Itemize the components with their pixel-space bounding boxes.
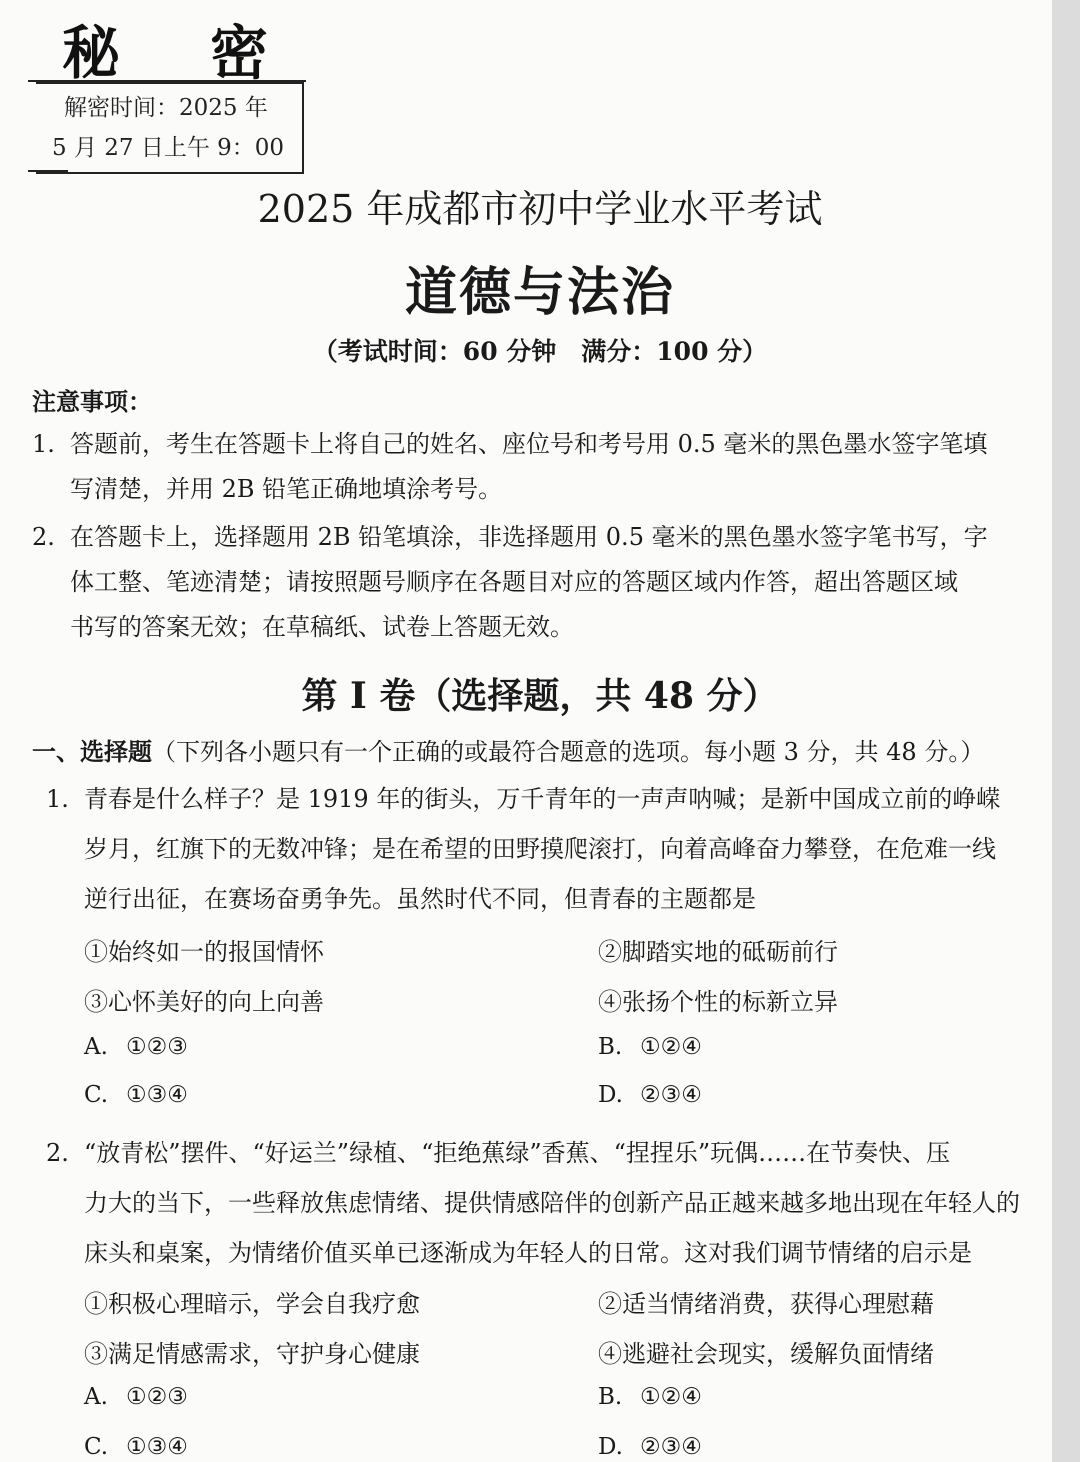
declass-line-2: 5 月 27 日上午 9：00 — [52, 135, 285, 161]
choice-letter: A. — [84, 1034, 108, 1060]
note-line: 体工整、笔迹清楚；请按照题号顺序在各题目对应的答题区域内作答，超出答题区域 — [70, 568, 958, 596]
choice-value: ①②③ — [126, 1384, 188, 1410]
note-line: 答题前，考生在答题卡上将自己的姓名、座位号和考号用 0.5 毫米的黑色墨水签字笔填 — [70, 430, 988, 458]
section-title: 第 I 卷（选择题，共 48 分） — [301, 675, 779, 717]
part-heading — [32, 732, 984, 767]
secret-char-2: 密 — [210, 19, 269, 87]
choice-value: ②③④ — [640, 1434, 702, 1460]
note-line: 写清楚，并用 2B 铅笔正确地填涂考号。 — [70, 475, 503, 503]
exam-title: 2025 年成都市初中学业水平考试 — [257, 187, 823, 231]
choice-letter: B. — [598, 1384, 623, 1410]
answer-choice-b — [598, 1384, 702, 1410]
statement-option: ④逃避社会现实，缓解负面情绪 — [598, 1340, 934, 1368]
question-line: 力大的当下，一些释放焦虑情绪、提供情感陪伴的创新产品正越来越多地出现在年轻人的 — [84, 1189, 1020, 1217]
note-number: 1. — [32, 430, 55, 458]
answer-choice-c — [84, 1082, 188, 1108]
note-line: 在答题卡上，选择题用 2B 铅笔填涂，非选择题用 0.5 毫米的黑色墨水签字笔书写，字 — [70, 523, 988, 551]
declassification-box — [36, 82, 304, 174]
notes-heading: 注意事项： — [32, 387, 152, 416]
statement-option: ②脚踏实地的砥砺前行 — [598, 938, 838, 966]
question-line: 岁月，红旗下的无数冲锋；是在希望的田野摸爬滚打，向着高峰奋力攀登，在危难一线 — [84, 835, 996, 863]
question-line: 青春是什么样子？是 1919 年的街头，万千青年的一声声呐喊；是新中国成立前的峥嵘 — [84, 785, 1001, 813]
statement-option: ②适当情绪消费，获得心理慰藉 — [598, 1290, 934, 1318]
classification-mark — [62, 6, 269, 90]
answer-choice-a — [84, 1384, 188, 1410]
choice-letter: B. — [598, 1034, 623, 1060]
part-description: （下列各小题只有一个正确的或最符合题意的选项。每小题 3 分，共 48 分。） — [152, 738, 985, 766]
choice-letter: C. — [84, 1434, 109, 1460]
question-line: 床头和桌案，为情绪价值买单已逐渐成为年轻人的日常。这对我们调节情绪的启示是 — [84, 1239, 972, 1267]
exam-info: （考试时间：60 分钟 满分：100 分） — [312, 337, 768, 366]
statement-option: ③心怀美好的向上向善 — [84, 988, 324, 1016]
choice-letter: D. — [598, 1434, 623, 1460]
statement-option: ③满足情感需求，守护身心健康 — [84, 1340, 420, 1368]
note-line: 书写的答案无效；在草稿纸、试卷上答题无效。 — [70, 613, 574, 641]
choice-value: ②③④ — [640, 1082, 702, 1108]
answer-choice-a — [84, 1034, 188, 1060]
question-line: 逆行出征，在赛场奋勇争先。虽然时代不同，但青春的主题都是 — [84, 885, 756, 913]
choice-value: ①③④ — [126, 1082, 188, 1108]
bottom-rule — [28, 170, 68, 172]
choice-value: ①③④ — [126, 1434, 188, 1460]
statement-option: ④张扬个性的标新立异 — [598, 988, 838, 1016]
choice-letter: A. — [84, 1384, 108, 1410]
declass-line-1: 解密时间：2025 年 — [64, 95, 268, 121]
answer-choice-d — [598, 1434, 702, 1460]
page-edge — [1052, 0, 1080, 1462]
part-lead: 一、选择题 — [32, 737, 152, 766]
subject-title: 道德与法治 — [404, 262, 675, 323]
choice-letter: D. — [598, 1082, 623, 1108]
answer-choice-d — [598, 1082, 702, 1108]
answer-choice-b — [598, 1034, 702, 1060]
secret-char-1: 秘 — [62, 19, 121, 87]
statement-option: ①积极心理暗示，学会自我疗愈 — [84, 1290, 420, 1318]
question-number: 1. — [46, 785, 69, 813]
choice-value: ①②④ — [640, 1384, 702, 1410]
choice-letter: C. — [84, 1082, 109, 1108]
choice-value: ①②③ — [126, 1034, 188, 1060]
question-line: “放青松”摆件、“好运兰”绿植、“拒绝蕉绿”香蕉、“捏捏乐”玩偶……在节奏快、压 — [84, 1139, 951, 1167]
answer-choice-c — [84, 1434, 188, 1460]
statement-option: ①始终如一的报国情怀 — [84, 938, 324, 966]
note-number: 2. — [32, 523, 55, 551]
choice-value: ①②④ — [640, 1034, 702, 1060]
question-number: 2. — [46, 1139, 69, 1167]
